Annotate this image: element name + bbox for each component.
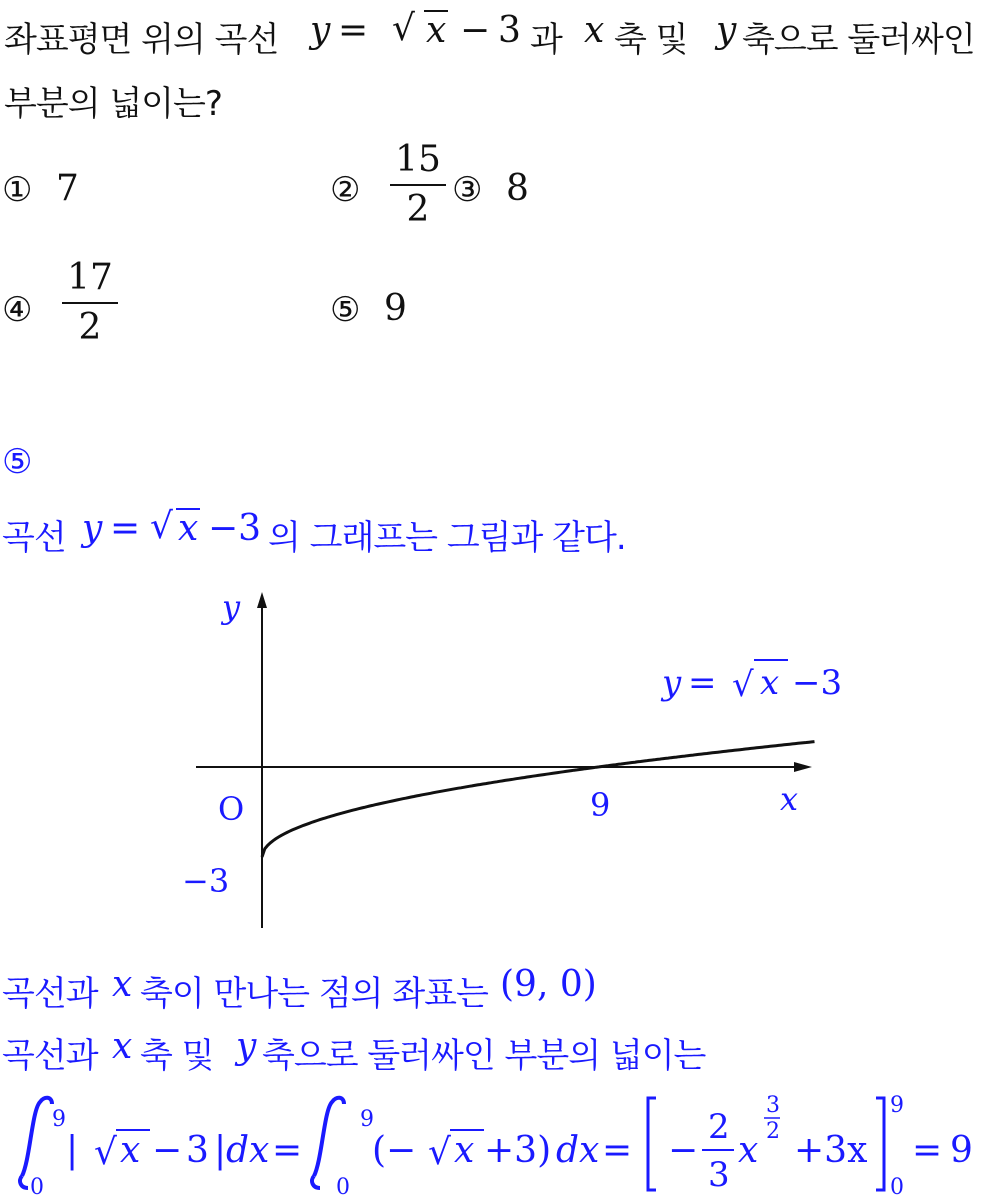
choice-3-marker[interactable]: ③ (452, 170, 483, 210)
question-line1-prefix: 좌표평면 위의 곡선 (4, 20, 279, 60)
solution-eq-equals: = (110, 508, 141, 549)
x-axis-arrow-icon (794, 762, 812, 772)
choice-4-fraction[interactable] (62, 258, 118, 348)
choice-2-marker[interactable]: ② (330, 170, 361, 210)
choice-4-denominator: 2 (78, 307, 102, 348)
coef-num: 2 (708, 1107, 730, 1147)
bracket-lower: 0 (890, 1175, 904, 1200)
exp-num: 3 (766, 1093, 780, 1118)
choice-2-fraction[interactable] (390, 140, 446, 230)
bracket-minus: − (668, 1130, 699, 1171)
curve-label-x: x (760, 663, 780, 703)
fraction-bar (62, 302, 118, 304)
integrand-x: x (120, 1130, 141, 1171)
curve-label-radical: √ (732, 665, 754, 705)
integrand-three: 3 (186, 1130, 209, 1171)
solution-line2-prefix: 곡선과 (2, 974, 98, 1014)
question-eq-x: x (426, 10, 447, 51)
origin-label: O (218, 790, 245, 828)
question-eq-equals: = (338, 10, 369, 51)
question-eq-y: y (310, 10, 331, 51)
choice-4-numerator: 17 (67, 257, 113, 298)
question-axis-word1: 축 및 (614, 20, 688, 60)
curve-label-y: y (662, 663, 682, 703)
curve-label-equals: = (688, 663, 717, 703)
y-axis-label: y (222, 588, 241, 626)
choice-2-numerator: 15 (395, 139, 441, 180)
question-axis-word2: 축으로 둘러싸인 (742, 20, 975, 60)
question-line1-mid: 과 (530, 20, 562, 60)
radical-1: √ (94, 1132, 117, 1173)
intersection-point: (9, 0) (500, 964, 597, 1005)
y-axis-arrow-icon (257, 592, 267, 608)
integral1-lower: 0 (30, 1175, 44, 1200)
choice-1-value[interactable]: 7 (56, 168, 79, 209)
choice-1-marker[interactable]: ① (2, 170, 33, 210)
integral1-upper: 9 (52, 1107, 66, 1132)
question-eq-minus: − (460, 10, 491, 51)
solution-line3-x: x (112, 1026, 133, 1067)
answer-marker: ⑤ (2, 442, 33, 482)
abs-open: | (66, 1130, 79, 1171)
choice-5-marker[interactable]: ⑤ (330, 290, 361, 330)
bracket-close (876, 1098, 884, 1190)
curve-label (660, 660, 842, 705)
choice-3-value[interactable]: 8 (506, 168, 529, 209)
solution-eq-y: y (82, 508, 103, 549)
solution-line3-y: y (236, 1026, 257, 1067)
bracket-open (648, 1098, 656, 1190)
plus-3x: +3x (794, 1130, 868, 1171)
paren-open: (− (372, 1130, 417, 1171)
solution-eq-radical: √ (150, 506, 173, 547)
solution-eq-rest: −3 (208, 508, 262, 549)
solution-line3-mid: 축 및 (140, 1036, 214, 1076)
question-y-var: y (716, 10, 737, 51)
question-line2: 부분의 넓이는? (4, 84, 222, 124)
solution-line3-suffix: 축으로 둘러싸인 부분의 넓이는 (262, 1036, 706, 1076)
question-eq-three: 3 (498, 10, 521, 51)
integral-result: 9 (950, 1130, 973, 1171)
y-intercept-label: −3 (182, 862, 230, 900)
exp-den: 2 (766, 1119, 780, 1144)
coef-den: 3 (708, 1155, 730, 1195)
power-base-x: x (738, 1130, 759, 1171)
solution-line1-prefix: 곡선 (2, 518, 66, 558)
solution-line3-prefix: 곡선과 (2, 1036, 98, 1076)
integral2-upper: 9 (360, 1107, 374, 1132)
radical-2: √ (428, 1132, 451, 1173)
dx-2: dx (556, 1130, 600, 1171)
question-x-var: x (584, 10, 605, 51)
x-intercept-label: 9 (590, 786, 611, 824)
bracket-upper: 9 (890, 1093, 904, 1118)
x-axis-label: x (780, 780, 799, 818)
solution-line1-suffix: 의 그래프는 그림과 같다. (268, 518, 626, 558)
solution-line2-mid: 축이 만나는 점의 좌표는 (140, 974, 488, 1014)
choice-5-value[interactable]: 9 (384, 288, 407, 329)
curve-label-rest: −3 (792, 663, 843, 703)
choice-2-denominator: 2 (406, 189, 430, 230)
function-graph (180, 588, 860, 934)
curve-sqrt-x-minus-3 (262, 742, 815, 857)
integral2-lower: 0 (336, 1175, 350, 1200)
integrand-minus: − (152, 1130, 183, 1171)
question-eq-radical: √ (392, 8, 415, 49)
equals-1: = (272, 1130, 303, 1171)
choice-4-marker[interactable]: ④ (2, 290, 33, 330)
solution-eq-x: x (178, 508, 199, 549)
dx-1: dx (226, 1130, 270, 1171)
equals-3: = (912, 1130, 943, 1171)
equals-2: = (602, 1130, 633, 1171)
integrand2-x: x (454, 1130, 475, 1171)
abs-close: | (214, 1130, 227, 1171)
solution-line2-x: x (112, 964, 133, 1005)
fraction-bar (390, 184, 446, 186)
integral-computation (0, 1090, 993, 1200)
paren-close: +3) (484, 1130, 552, 1171)
